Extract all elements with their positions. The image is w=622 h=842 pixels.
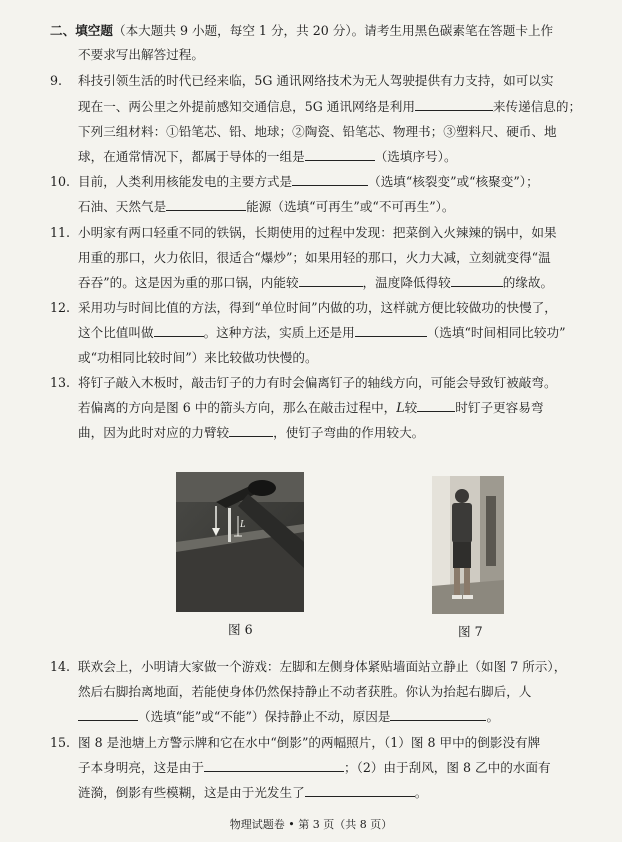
figure-6-photo (176, 472, 304, 612)
q12-text-2: 这个比值叫做 (78, 325, 154, 340)
fig6-label-L: L (240, 519, 246, 530)
q15-line-2 (78, 759, 551, 777)
q12-line-1 (50, 299, 557, 317)
q10-blank-2[interactable] (166, 198, 246, 211)
q15-text-1: 图 8 是池塘上方警示牌和它在水中“倒影”的两幅照片，（1）图 8 甲中的倒影没有牌 (78, 735, 541, 750)
q9-line-1 (50, 72, 553, 90)
q13-text-3: 较 (404, 400, 418, 415)
q12-text-3: 。这种方法，实质上还是用 (203, 325, 355, 340)
q10-line-2 (78, 198, 455, 216)
q15-text-4: 涟漪，倒影有些模糊，这是由于光发生了 (78, 785, 305, 800)
q11-number: 11. (50, 225, 71, 240)
q11-text-5: 的缘故。 (502, 275, 554, 290)
q13-line-2 (78, 399, 543, 417)
q15-number: 15. (50, 735, 71, 750)
q15-line-3 (78, 784, 427, 802)
q14-text-2: 然后右脚抬离地面，若能使身体仍然保持静止不动者获胜。你认为抬起右脚后，人 (78, 684, 532, 699)
q13-line-3 (78, 424, 424, 442)
q12-blank-2[interactable] (355, 324, 427, 337)
hammer-nail-illustration (176, 472, 304, 612)
person-against-wall-illustration (432, 476, 504, 614)
q10-line-1 (50, 173, 539, 191)
q9-line-2 (78, 98, 581, 116)
q11-line-1 (50, 224, 557, 242)
q11-text-4: ，温度降低得较 (362, 275, 451, 290)
q10-text-3: 石油、天然气是 (78, 199, 167, 214)
q9-text-3: 来传递信息的； (492, 99, 582, 114)
q13-number: 13. (50, 375, 71, 390)
q14-blank-1[interactable] (78, 708, 138, 721)
q11-text-2: 用重的那口，火力依旧，很适合“爆炒”；如果用轻的那口，火力大减，立刻就变得“温 (78, 250, 551, 265)
q10-text-4: 能源（选填“可再生”或“不可再生”）。 (246, 199, 455, 214)
q13-line-1 (50, 374, 557, 392)
q12-number: 12. (50, 300, 71, 315)
q14-text-3: （选填“能”或“不能”）保持静止不动，原因是 (138, 709, 391, 724)
section-text-2: 不要求写出解答过程。 (78, 47, 204, 62)
q12-text-5: 或“功相同比较时间”）来比较做功快慢的。 (78, 350, 318, 365)
q10-text-1: 目前，人类利用核能发电的主要方式是 (78, 174, 293, 189)
q9-text-1: 科技引领生活的时代已经来临，5G 通讯网络技术为无人驾驶提供有力支持，如可以实 (78, 73, 554, 88)
q9-text-2: 现在一、两公里之外提前感知交通信息，5G 通讯网络是利用 (78, 99, 415, 114)
q11-line-3 (78, 274, 553, 292)
q9-blank-1[interactable] (415, 98, 493, 111)
q14-number: 14. (50, 659, 71, 674)
page-footer: 物理试题卷 • 第 3 页（共 8 页） (229, 818, 393, 831)
q13-blank-2[interactable] (229, 424, 273, 437)
section-text-1: （本大题共 9 小题，每空 1 分，共 20 分）。请考生用黑色碳素笔在答题卡上作 (112, 23, 554, 38)
q14-line-3 (78, 708, 499, 726)
q13-text-6: ，使钉子弯曲的作用较大。 (273, 425, 425, 440)
q15-text-5: 。 (414, 785, 428, 800)
q11-blank-2[interactable] (451, 274, 503, 287)
q12-line-3 (78, 349, 318, 367)
q15-line-1 (50, 734, 540, 752)
q9-blank-2[interactable] (305, 148, 375, 161)
section-heading: 二、填空题 (50, 23, 113, 38)
q13-text-4: 时钉子更容易弯 (455, 400, 544, 415)
q13-blank-1[interactable] (417, 399, 455, 412)
q15-blank-2[interactable] (305, 784, 415, 797)
q11-text-1: 小明家有两口轻重不同的铁锅，长期使用的过程中发现：把菜倒入火辣辣的锅中，如果 (78, 225, 557, 240)
figure-6-caption: 图 6 (228, 622, 253, 637)
q13-text-2: 若偏离的方向是图 6 中的箭头方向，那么在敲击过程中， (78, 400, 397, 415)
q9-line-3 (78, 123, 557, 141)
figure-7-caption: 图 7 (458, 624, 483, 639)
q10-number: 10. (50, 174, 71, 189)
q15-blank-1[interactable] (204, 759, 344, 772)
q11-blank-1[interactable] (299, 274, 363, 287)
q11-text-3: 吞吞”的。这是因为重的那口锅，内能较 (78, 275, 299, 290)
q12-text-1: 采用功与时间比值的方法，得到“单位时间”内做的功，这样就方便比较做功的快慢了， (78, 300, 557, 315)
q14-blank-2[interactable] (390, 708, 486, 721)
q13-var-L: L (396, 400, 405, 415)
section-header-line-1 (50, 22, 553, 40)
q9-text-5: 球，在通常情况下，都属于导体的一组是 (78, 149, 305, 164)
q9-line-4 (78, 148, 457, 166)
q15-text-3: ；（2）由于刮风，图 8 乙中的水面有 (343, 760, 551, 775)
q12-line-2 (78, 324, 566, 342)
figure-7-photo (432, 476, 504, 614)
q9-number: 9. (50, 73, 63, 88)
section-header-line-2 (78, 46, 204, 64)
q9-text-6: （选填序号）。 (374, 149, 457, 164)
q15-text-2: 子本身明亮，这是由于 (78, 760, 204, 775)
q13-text-5: 曲，因为此时对应的力臂较 (78, 425, 230, 440)
q14-text-1: 联欢会上，小明请大家做一个游戏：左脚和左侧身体紧贴墙面站立静止（如图 7 所示）， (78, 659, 567, 674)
q11-line-2 (78, 249, 551, 267)
q14-line-2 (78, 683, 531, 701)
q12-text-4: （选填“时间相同比较功” (426, 325, 566, 340)
q14-text-4: 。 (486, 709, 500, 724)
q10-text-2: （选填“核裂变”或“核聚变”）； (368, 174, 539, 189)
q12-blank-1[interactable] (154, 324, 204, 337)
q10-blank-1[interactable] (292, 173, 368, 186)
q13-text-1: 将钉子敲入木板时，敲击钉子的力有时会偏离钉子的轴线方向，可能会导致钉被敲弯。 (78, 375, 557, 390)
q9-text-4: 下列三组材料：①铅笔芯、铅、地球；②陶瓷、铅笔芯、物理书；③塑料尺、硬币、地 (78, 124, 557, 139)
q14-line-1 (50, 658, 566, 676)
